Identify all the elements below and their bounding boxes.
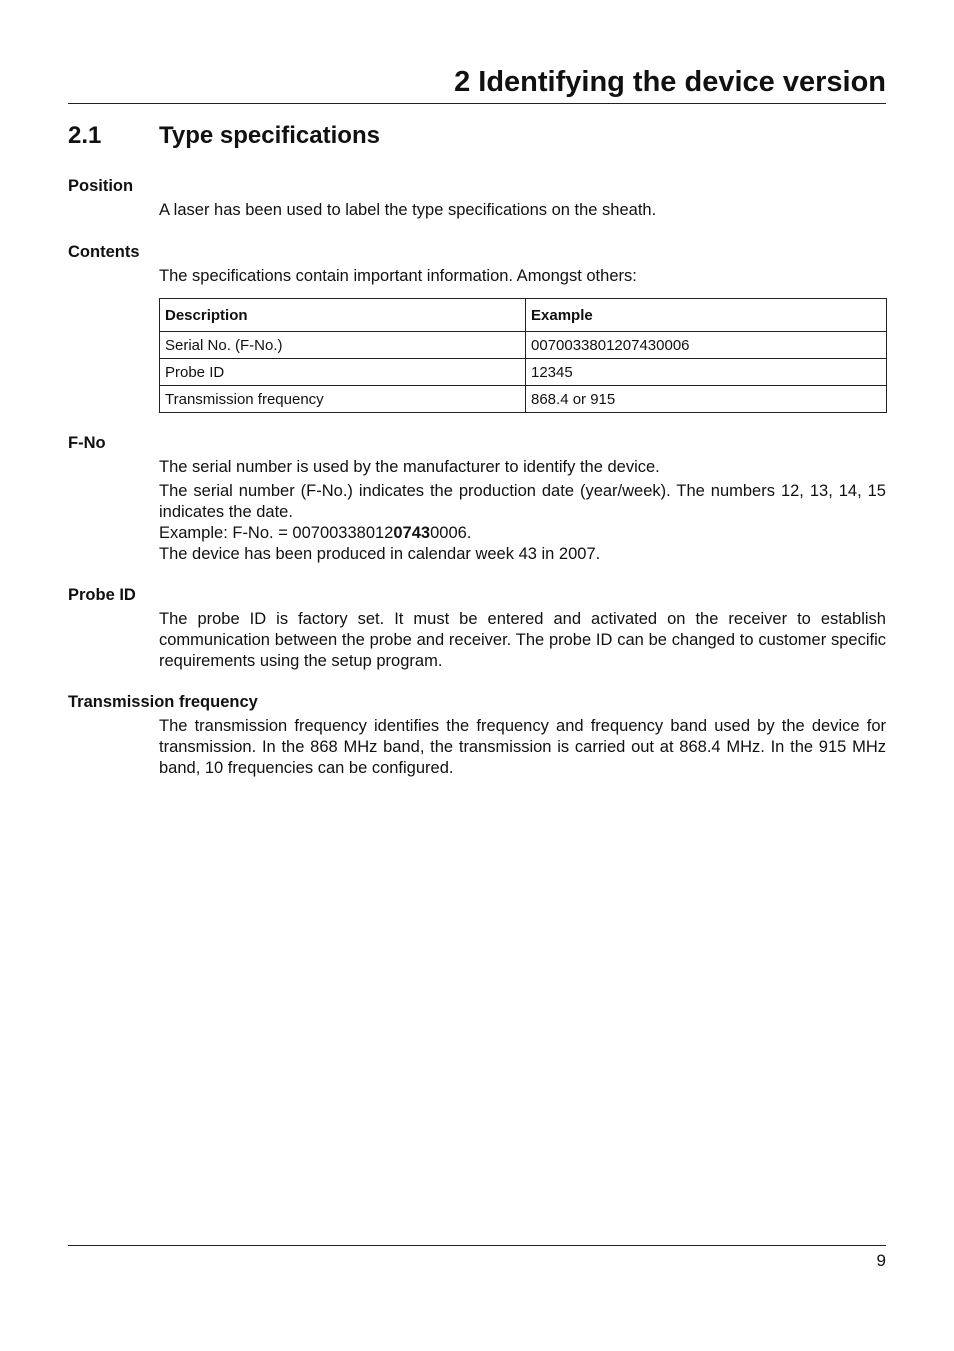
- probe-id-label: Probe ID: [68, 586, 136, 604]
- fno-example-date-code: 0743: [393, 524, 431, 542]
- transmission-label: Transmission frequency: [68, 693, 258, 711]
- table-header-row: [160, 299, 887, 332]
- probe-id-text: The probe ID is factory set. It must be entered and activated on the receiver to establish communication between the probe and receiver. The probe ID can be changed to customer specific requirements using the setup program.: [159, 610, 886, 670]
- table-row: [160, 332, 887, 359]
- fno-example-suffix: 0006.: [430, 524, 472, 542]
- footer-divider: [68, 1245, 886, 1246]
- fno-example-prefix: Example: F-No. = 00700338012: [159, 524, 394, 542]
- table-cell: Serial No. (F-No.): [160, 332, 526, 359]
- table-cell: 12345: [526, 359, 887, 386]
- transmission-text: The transmission frequency identifies the frequency and frequency band used by the device for transmission. In the 868 MHz band, the transmission is carried out at 868.4 MHz. In the 915 MHz band, 10 frequencies can be configured.: [159, 717, 886, 777]
- fno-paragraph-2: [159, 481, 886, 565]
- table-cell: 868.4 or 915: [526, 386, 887, 413]
- fno-date-text: The serial number (F-No.) indicates the production date (year/week). The numbers 12, 13, 14, 15 indicates the date.: [159, 482, 886, 521]
- position-text: A laser has been used to label the type specifications on the sheath.: [159, 201, 657, 219]
- page-number: 9: [876, 1251, 886, 1270]
- table-cell: 0070033801207430006: [526, 332, 887, 359]
- fno-label: F-No: [68, 434, 106, 452]
- contents-label: Contents: [68, 243, 140, 261]
- position-label: Position: [68, 177, 134, 195]
- fno-production-text: The device has been produced in calendar week 43 in 2007.: [159, 545, 601, 563]
- table-row: [160, 359, 887, 386]
- table-header-example: Example: [526, 299, 887, 332]
- section-heading: [68, 122, 380, 150]
- spec-table: [159, 298, 887, 413]
- table-cell: Probe ID: [160, 359, 526, 386]
- table-header-description: Description: [160, 299, 526, 332]
- section-title: Type specifications: [159, 122, 380, 149]
- fno-example: [159, 523, 886, 544]
- contents-text: The specifications contain important information. Amongst others:: [159, 267, 637, 285]
- table-row: [160, 386, 887, 413]
- section-number: 2.1: [68, 122, 102, 149]
- header-divider: [68, 103, 886, 104]
- table-cell: Transmission frequency: [160, 386, 526, 413]
- fno-paragraph-1: The serial number is used by the manufacturer to identify the device.: [159, 458, 660, 476]
- chapter-title: 2 Identifying the device version: [454, 66, 886, 98]
